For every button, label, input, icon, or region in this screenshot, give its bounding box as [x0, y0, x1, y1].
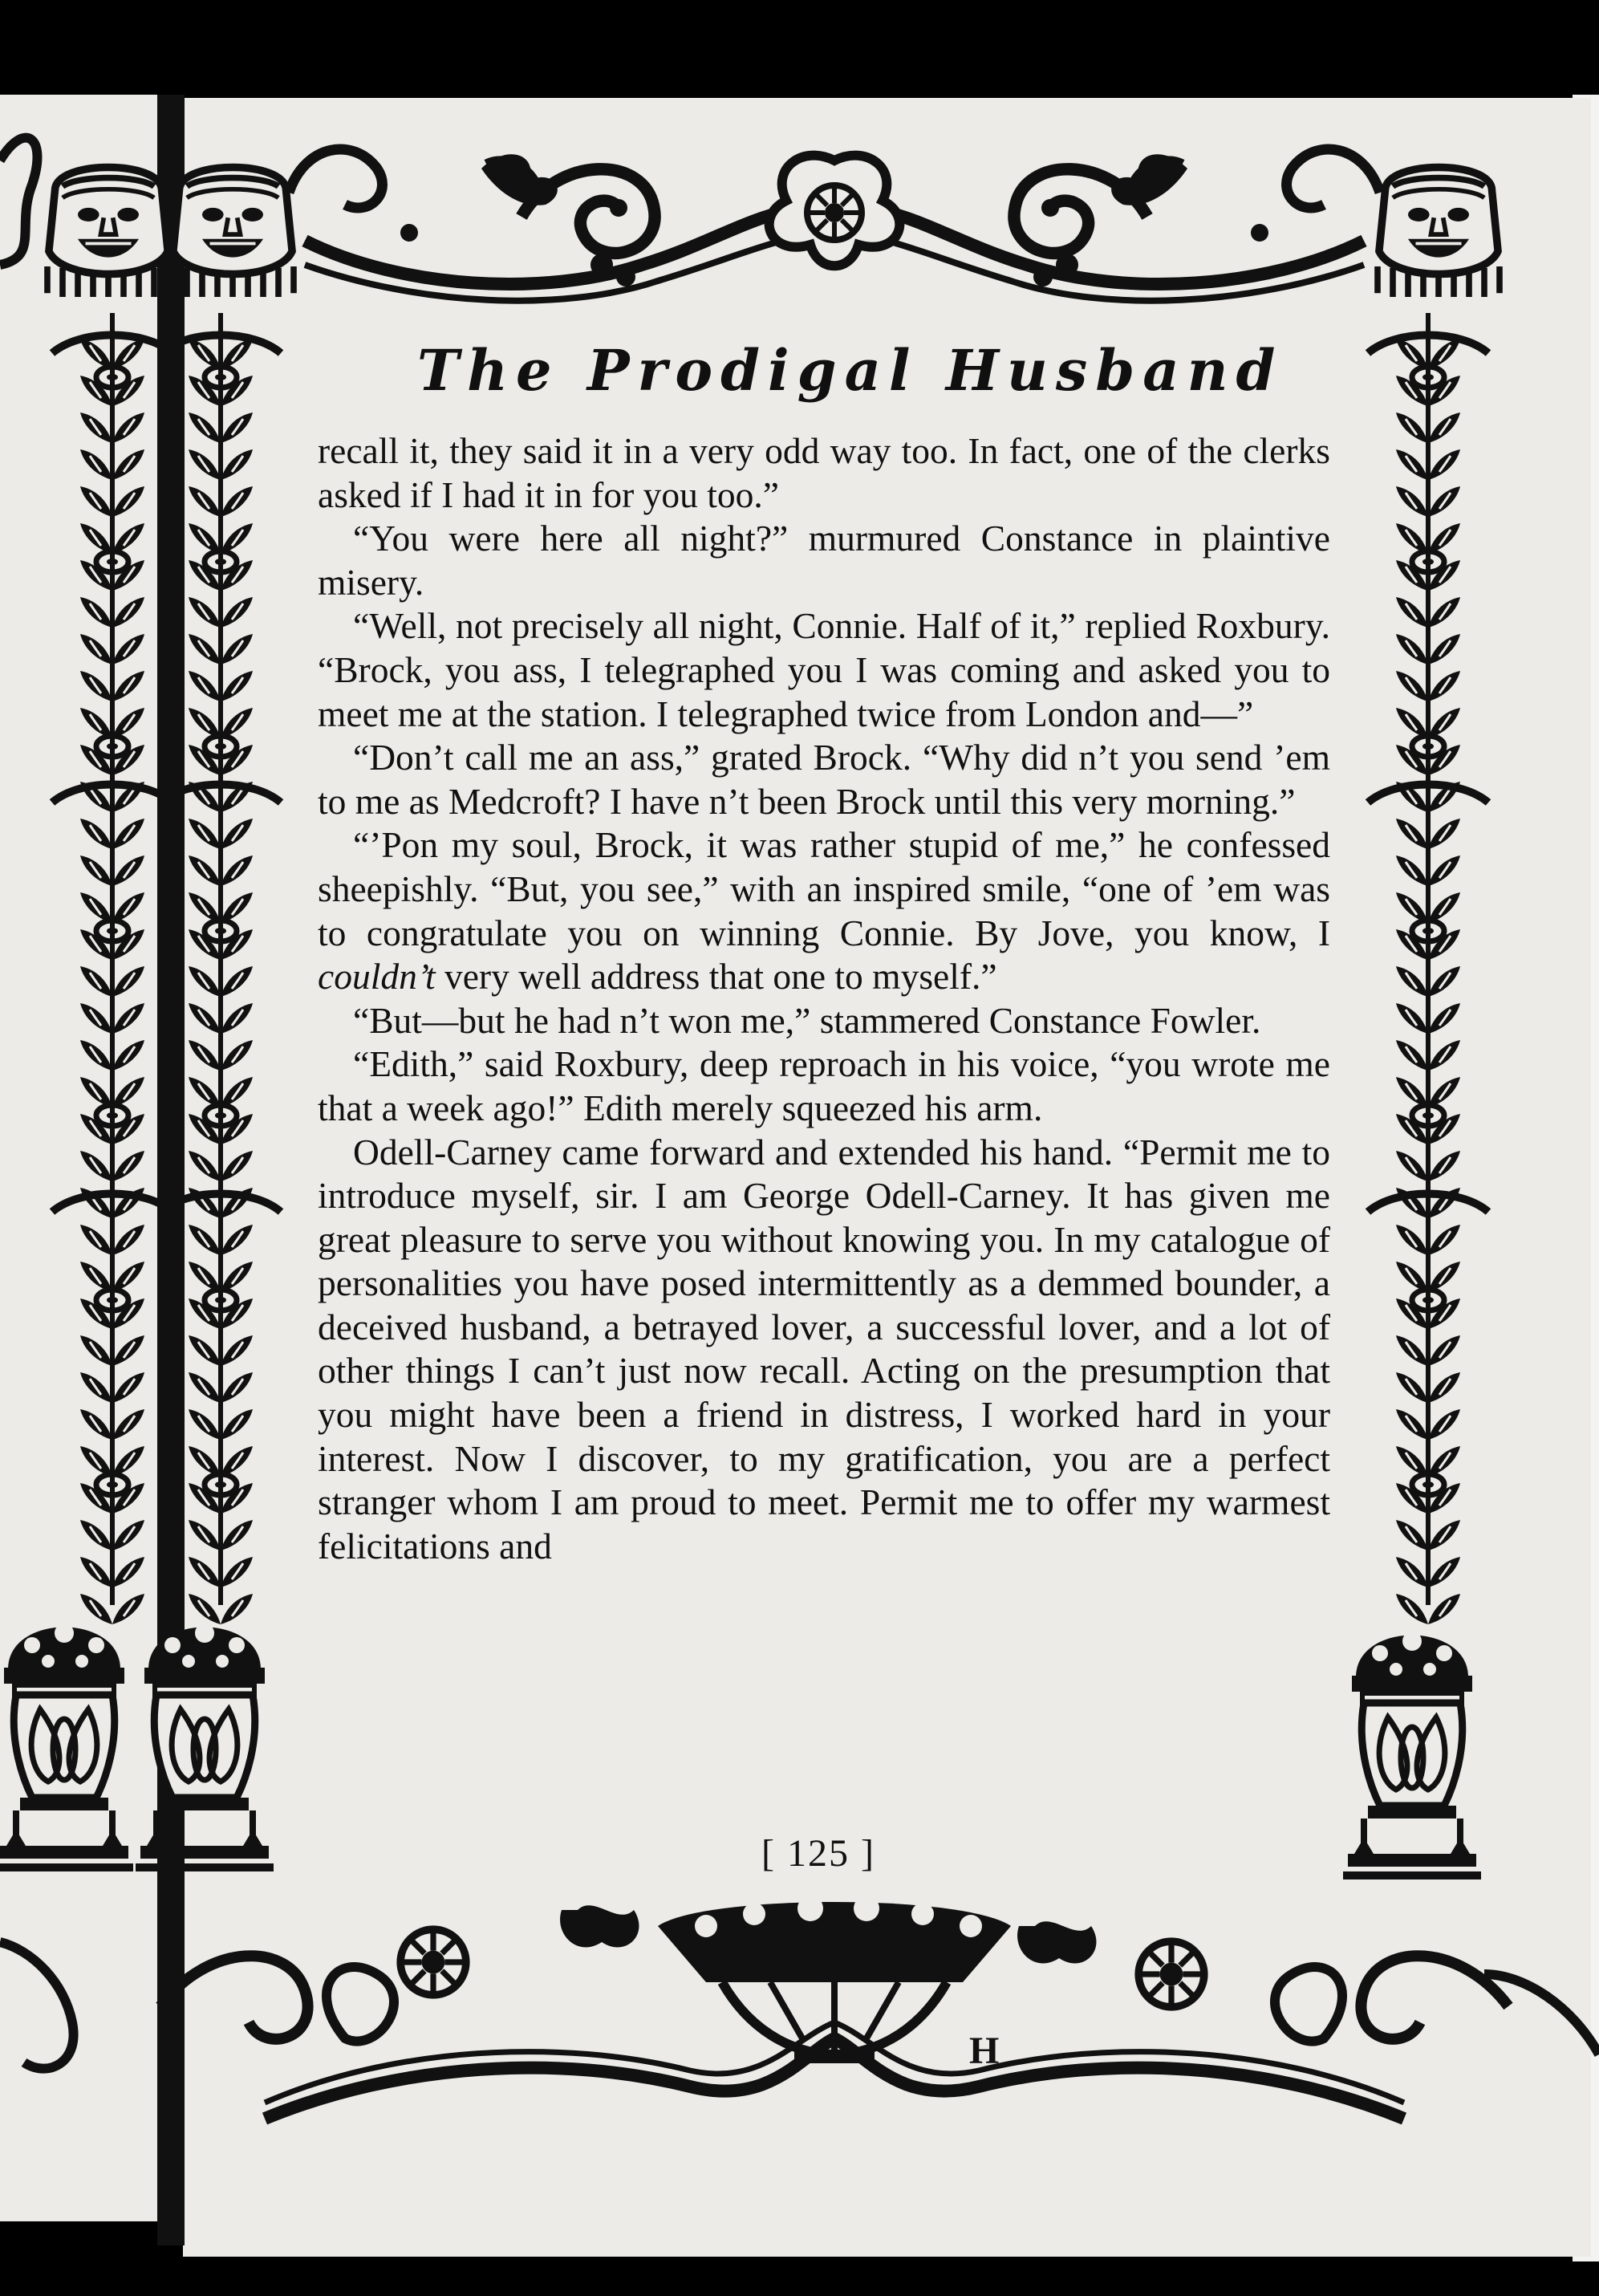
leaf-pair — [189, 966, 253, 997]
paragraph: “’Pon my soul, Brock, it was rather stupid of me,” he confessed sheepishly. “But, you see,” with an inspired smile, “one of ’em was to congratulate you on winning Connie. By Jove, you know, I couldn’t very well address that one to myself.” — [318, 824, 1330, 998]
garland-bead — [96, 1474, 128, 1495]
leaf-pair — [80, 1003, 144, 1034]
leaf-pair — [80, 1040, 144, 1071]
garland-bead — [96, 551, 128, 572]
leaf-pair — [189, 1003, 253, 1034]
garland-bead — [96, 1290, 128, 1311]
garland-bead — [96, 367, 128, 388]
leaf-pair — [1396, 1372, 1460, 1403]
leaf-pair — [189, 1225, 253, 1255]
leaf-pair — [1396, 1520, 1460, 1550]
garland-bead — [1412, 736, 1444, 757]
garland-bead — [96, 920, 128, 941]
leaf-pair — [80, 966, 144, 997]
leaf-pair — [80, 1372, 144, 1403]
leaf-pair — [1396, 1409, 1460, 1440]
leaf-pair — [80, 486, 144, 517]
garland-bead — [1412, 551, 1444, 572]
garland-swag — [52, 785, 172, 803]
garland-bead — [1412, 1474, 1444, 1495]
leaf-pair — [1396, 1040, 1460, 1071]
leaf-pair — [189, 819, 253, 849]
garland-bead — [205, 551, 237, 572]
leaf-pair — [80, 1594, 144, 1624]
leaf-pair — [80, 597, 144, 628]
page-number: [ 125 ] — [761, 1832, 875, 1875]
garland-swag — [160, 785, 281, 803]
leaf-pair — [1396, 1151, 1460, 1181]
paragraph: “But—but he had n’t won me,” stammered Constance Fowler. — [353, 999, 1261, 1041]
paragraph: recall it, they said it in a very odd way too. In fact, one of the clerks asked if I had it in for you too.” — [318, 430, 1330, 515]
leaf-pair — [189, 486, 253, 517]
garland-swag — [1368, 1194, 1488, 1213]
garland-swag — [1368, 785, 1488, 803]
emphasis: couldn’t — [318, 956, 436, 998]
garland-bead — [96, 1105, 128, 1126]
body-text — [318, 429, 1330, 1568]
garland-bead — [205, 1474, 237, 1495]
garland-bead — [205, 1290, 237, 1311]
garland-bead — [1412, 920, 1444, 941]
leaf-pair — [1396, 819, 1460, 849]
leaf-pair — [1396, 597, 1460, 628]
running-title: The Prodigal Husband — [417, 337, 1284, 404]
garland-swag — [160, 1194, 281, 1213]
leaf-pair — [80, 1520, 144, 1550]
leaf-pair — [189, 449, 253, 480]
garland-bead — [96, 736, 128, 757]
garland-bead — [1412, 1105, 1444, 1126]
leaf-pair — [1396, 1335, 1460, 1366]
leaf-pair — [80, 1225, 144, 1255]
leaf-pair — [80, 819, 144, 849]
garland-swag — [52, 1194, 172, 1213]
leaf-pair — [1396, 634, 1460, 664]
leaf-pair — [189, 855, 253, 886]
leaf-pair — [80, 855, 144, 886]
leaf-pair — [80, 449, 144, 480]
leaf-pair — [1396, 1557, 1460, 1587]
paragraph: “Edith,” said Roxbury, deep reproach in his voice, “you wrote me that a week ago!” Edith merely squeezed his arm. — [318, 1043, 1330, 1128]
leaf-pair — [1396, 1003, 1460, 1034]
leaf-pair — [80, 634, 144, 664]
leaf-pair — [80, 412, 144, 443]
leaf-pair — [1396, 855, 1460, 886]
paragraph: “Well, not precisely all night, Connie. Half of it,” replied Roxbury. “Brock, you ass, I telegraphed you I was coming and asked you to meet me at the station. I telegraphed twice from London and—” — [318, 605, 1330, 734]
garland-bead — [205, 1105, 237, 1126]
leaf-pair — [1396, 486, 1460, 517]
garland-bead — [205, 367, 237, 388]
garland-bead — [1412, 367, 1444, 388]
garland-bead — [1412, 1290, 1444, 1311]
leaf-pair — [189, 1151, 253, 1181]
garland-swag — [52, 335, 172, 354]
leaf-pair — [80, 1557, 144, 1587]
leaf-pair — [80, 671, 144, 701]
leaf-pair — [80, 1335, 144, 1366]
leaf-pair — [1396, 1594, 1460, 1624]
leaf-pair — [80, 1151, 144, 1181]
leaf-pair — [189, 597, 253, 628]
leaf-pair — [1396, 966, 1460, 997]
leaf-pair — [189, 1040, 253, 1071]
leaf-pair — [1396, 1225, 1460, 1255]
leaf-pair — [189, 1335, 253, 1366]
leaf-pair — [189, 671, 253, 701]
leaf-pair — [189, 1557, 253, 1587]
leaf-pair — [189, 1520, 253, 1550]
leaf-pair — [1396, 412, 1460, 443]
paragraph: “Don’t call me an ass,” grated Brock. “Why did n’t you send ’em to me as Medcroft? I have n’t been Brock until this very morning.” — [318, 737, 1330, 822]
leaf-pair — [189, 1409, 253, 1440]
leaf-pair — [80, 1409, 144, 1440]
monogram: H — [969, 2030, 1000, 2072]
paragraph: Odell-Carney came forward and extended his hand. “Permit me to introduce myself, sir. I am George Odell-Carney. It has given me great pleasure to serve you without knowing you. In my catalogue of personalities you have posed intermittently as a demmed bounder, a deceived husband, a betrayed lover, a successful lover, and a lot of other things I can’t just now recall. Acting on the presumption that you might have been a friend in distress, I worked hard in your interest. Now I discover, to my gratification, you are a perfect stranger whom I am proud to meet. Permit me to offer my warmest felicitations and — [318, 1131, 1330, 1567]
garland-swag — [1368, 335, 1488, 354]
paragraph: “You were here all night?” murmured Constance in plaintive misery. — [318, 518, 1330, 603]
leaf-pair — [189, 412, 253, 443]
leaf-pair — [1396, 449, 1460, 480]
garland-bead — [205, 736, 237, 757]
garland-bead — [205, 920, 237, 941]
leaf-pair — [1396, 671, 1460, 701]
leaf-pair — [189, 1594, 253, 1624]
leaf-pair — [189, 1372, 253, 1403]
garland-swag — [160, 335, 281, 354]
leaf-pair — [189, 634, 253, 664]
